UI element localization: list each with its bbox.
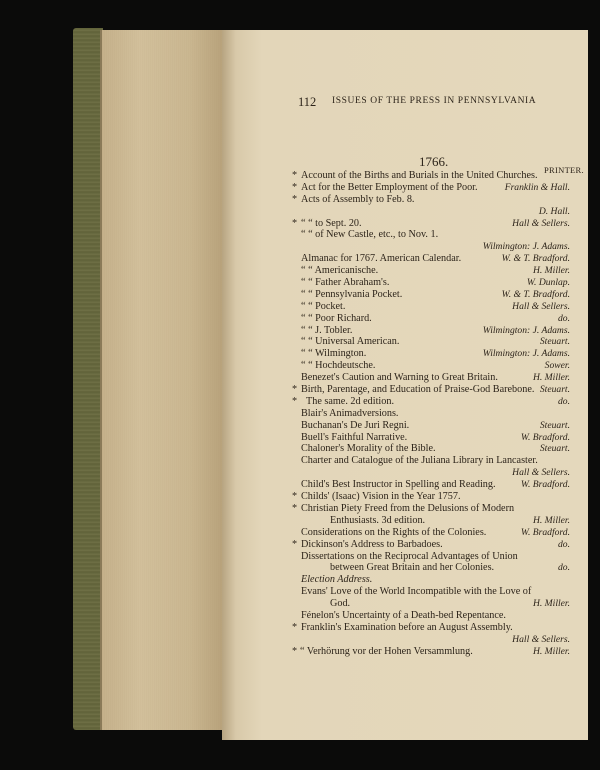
entry-title: “ “ Hochdeutsche. xyxy=(301,360,376,372)
list-item xyxy=(222,384,588,396)
entry-printer: Sower. xyxy=(544,360,570,372)
entry-printer: do. xyxy=(558,395,570,407)
entry-title: Child's Best Instructor in Spelling and Reading. xyxy=(301,479,496,491)
list-item xyxy=(222,289,588,301)
entry-printer: Hall & Sellers. xyxy=(512,467,570,479)
asterisk-mark: * xyxy=(292,217,298,229)
entry-title: Birth, Parentage, and Education of Praise-God Barebone. xyxy=(301,384,535,396)
list-item xyxy=(222,372,588,384)
entry-title: “ Verhörung vor der Hohen Versammlung. xyxy=(300,645,473,657)
page-edges xyxy=(100,30,227,730)
entry-title: Buell's Faithful Narrative. xyxy=(301,431,408,443)
list-item xyxy=(222,336,588,348)
entry-list xyxy=(222,170,588,658)
list-item xyxy=(222,527,588,539)
entry-printer: Wilmington: J. Adams. xyxy=(482,324,570,336)
entry-printer: do. xyxy=(558,538,570,550)
entry-title: “ “ of New Castle, etc., to Nov. 1. xyxy=(301,229,439,241)
asterisk-mark: * xyxy=(292,491,298,503)
entry-title: Considerations on the Rights of the Colonies. xyxy=(301,526,487,538)
entry-printer: H. Miller. xyxy=(532,645,570,657)
entry-printer: Hall & Sellers. xyxy=(512,300,570,312)
entry-printer: H. Miller. xyxy=(532,372,570,384)
asterisk-mark: * xyxy=(292,193,298,205)
entry-title: Dickinson's Address to Barbadoes. xyxy=(301,538,443,550)
list-item xyxy=(222,634,588,646)
entry-title: Account of the Births and Burials in the United Churches. xyxy=(301,170,538,181)
entry-title: Fénelon's Uncertainty of a Death-bed Repentance. xyxy=(301,609,506,621)
list-item xyxy=(222,170,588,182)
list-item xyxy=(222,455,588,467)
list-item xyxy=(222,598,588,610)
asterisk-mark: * xyxy=(292,538,298,550)
entry-title: “ “ to Sept. 20. xyxy=(301,217,362,229)
asterisk-mark: * xyxy=(292,502,298,514)
list-item xyxy=(222,206,588,218)
entry-printer: H. Miller. xyxy=(532,514,570,526)
book-page xyxy=(222,30,588,740)
list-item xyxy=(222,229,588,241)
list-item xyxy=(222,277,588,289)
list-item xyxy=(222,467,588,479)
entry-title: “ “ Wilmington. xyxy=(301,348,367,360)
entry-title: Childs' (Isaac) Vision in the Year 1757. xyxy=(301,491,461,503)
entry-title: Enthusiasts. 3d edition. xyxy=(330,514,426,526)
asterisk-mark: * xyxy=(292,170,298,181)
entry-title: “ “ Universal American. xyxy=(301,336,400,348)
list-item xyxy=(222,360,588,372)
entry-title: between Great Britain and her Colonies. xyxy=(330,562,495,574)
page-header xyxy=(298,95,583,115)
entry-printer: W. Bradford. xyxy=(520,479,570,491)
list-item xyxy=(222,218,588,230)
list-item xyxy=(222,241,588,253)
list-item xyxy=(222,646,588,658)
entry-printer: Franklin & Hall. xyxy=(504,181,570,193)
entry-printer: W. Bradford. xyxy=(520,431,570,443)
list-item xyxy=(222,622,588,634)
entry-printer: W. Dunlap. xyxy=(526,277,570,289)
asterisk-mark: * xyxy=(292,621,298,633)
entry-title: God. xyxy=(330,598,351,610)
entry-title: “ “ Father Abraham's. xyxy=(301,277,390,289)
entry-title: Christian Piety Freed from the Delusions of Modern xyxy=(301,502,515,514)
list-item xyxy=(222,586,588,598)
list-item xyxy=(222,503,588,515)
entry-title: Franklin's Examination before an August Assembly. xyxy=(301,621,513,633)
printer-column-label: PRINTER. xyxy=(544,165,584,175)
entry-printer: do. xyxy=(558,312,570,324)
entry-title: The same. 2d edition. xyxy=(306,395,394,407)
list-item xyxy=(222,253,588,265)
entry-title: Dissertations on the Reciprocal Advantages of Union xyxy=(301,550,518,562)
entry-printer: Steuart. xyxy=(539,443,570,455)
entry-printer: do. xyxy=(558,562,570,574)
entry-printer: H. Miller. xyxy=(532,598,570,610)
list-item xyxy=(222,551,588,563)
entry-title: Acts of Assembly to Feb. 8. xyxy=(301,193,415,205)
list-item xyxy=(222,491,588,503)
entry-title: Election Address. xyxy=(301,574,373,586)
list-item xyxy=(222,479,588,491)
entry-title: “ “ Americanische. xyxy=(301,265,379,277)
entry-title: Buchanan's De Juri Regni. xyxy=(301,419,410,431)
year-heading: 1766. xyxy=(419,154,449,169)
list-item xyxy=(222,515,588,527)
list-item xyxy=(222,194,588,206)
page-number: 112 xyxy=(298,95,317,109)
asterisk-mark: * xyxy=(292,384,298,396)
entry-title: Act for the Better Employment of the Poor. xyxy=(301,181,478,193)
entry-printer: Steuart. xyxy=(539,384,570,396)
list-item xyxy=(222,301,588,313)
entry-printer: Steuart. xyxy=(539,419,570,431)
entry-title: “ “ Poor Richard. xyxy=(301,312,372,324)
entry-title: Benezet's Caution and Warning to Great Britain. xyxy=(301,372,498,384)
entry-title: Chaloner's Morality of the Bible. xyxy=(301,443,436,455)
list-item xyxy=(222,408,588,420)
entry-printer: Hall & Sellers. xyxy=(512,633,570,645)
list-item xyxy=(222,610,588,622)
list-item xyxy=(222,313,588,325)
running-head: ISSUES OF THE PRESS IN PENNSYLVANIA xyxy=(332,96,537,106)
asterisk-mark: * xyxy=(292,395,298,407)
asterisk-mark: * xyxy=(292,181,298,193)
list-item xyxy=(222,443,588,455)
list-item xyxy=(222,182,588,194)
asterisk-mark: * xyxy=(292,645,298,657)
entry-title: “ “ J. Tobler. xyxy=(301,324,353,336)
list-item xyxy=(222,265,588,277)
entry-title: Evans' Love of the World Incompatible with the Love of xyxy=(301,586,532,598)
entry-printer: W. & T. Bradford. xyxy=(501,253,570,265)
list-item xyxy=(222,325,588,337)
entry-title: “ “ Pocket. xyxy=(301,300,346,312)
entry-title: Charter and Catalogue of the Juliana Library in Lancaster. xyxy=(301,455,538,467)
entry-title: “ “ Pennsylvania Pocket. xyxy=(301,288,403,300)
entry-title: Almanac for 1767. American Calendar. xyxy=(301,253,462,265)
entry-printer: W. Bradford. xyxy=(520,526,570,538)
list-item xyxy=(222,396,588,408)
entry-printer: H. Miller. xyxy=(532,265,570,277)
list-item xyxy=(222,420,588,432)
entry-printer: Steuart. xyxy=(539,336,570,348)
entry-printer: D. Hall. xyxy=(538,205,570,217)
entry-printer: Wilmington: J. Adams. xyxy=(482,348,570,360)
entry-title: Blair's Animadversions. xyxy=(301,407,399,419)
list-item xyxy=(222,562,588,574)
list-item xyxy=(222,539,588,551)
list-item xyxy=(222,432,588,444)
entry-printer: W. & T. Bradford. xyxy=(501,288,570,300)
list-item xyxy=(222,574,588,586)
list-item xyxy=(222,348,588,360)
entry-printer: Hall & Sellers. xyxy=(512,217,570,229)
book-cover-spine xyxy=(73,28,103,730)
entry-printer: Wilmington: J. Adams. xyxy=(482,241,570,253)
